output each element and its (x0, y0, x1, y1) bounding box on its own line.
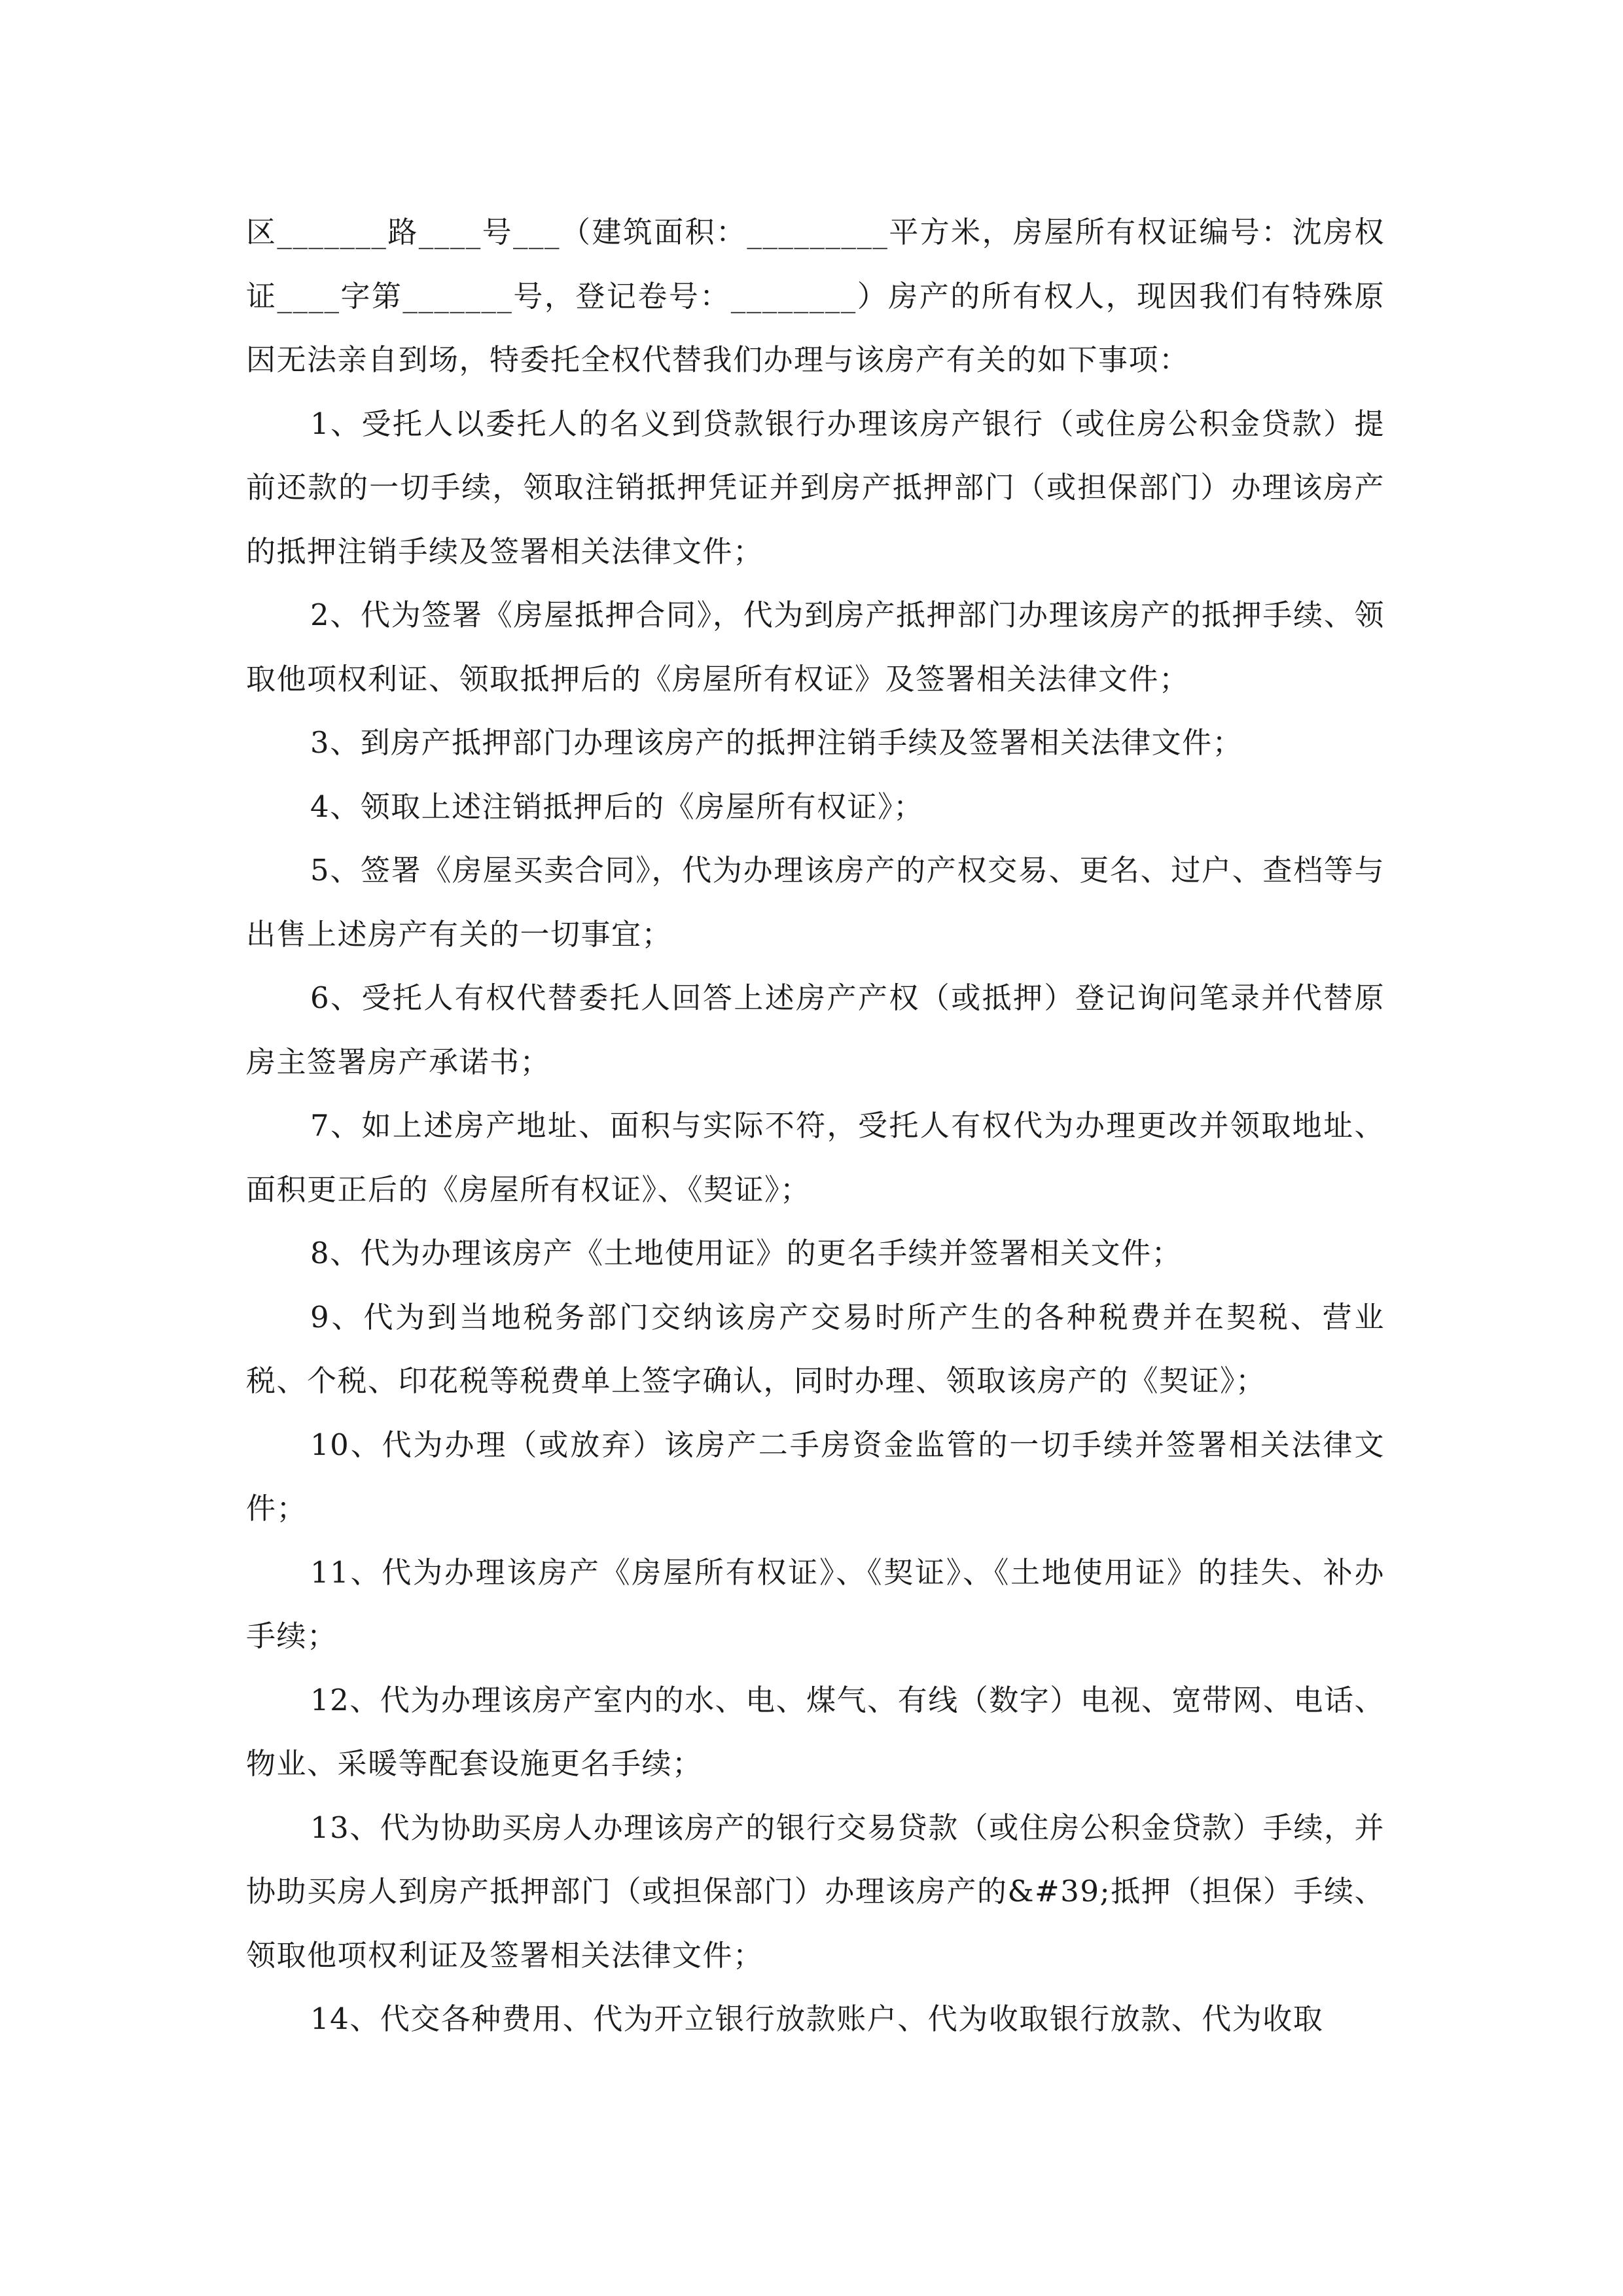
paragraph-item-4: 4、领取上述注销抵押后的《房屋所有权证》； (310, 789, 924, 824)
paragraph-item-11: 11、代为办理该房产《房屋所有权证》、《契证》、《土地使用证》的挂失、补办手续； (246, 1554, 1385, 1653)
paragraph-item-13: 13、代为协助买房人办理该房产的银行交易贷款（或住房公积金贷款）手续，并协助买房人到房产抵押部门（或担保部门）办理该房产的&#39;抵押（担保）手续、领取他项权利证及签署相关法律文件； (246, 1810, 1385, 1973)
paragraph-item-1: 1、受托人以委托人的名义到贷款银行办理该房产银行（或住房公积金贷款）提前还款的一切手续，领取注销抵押凭证并到房产抵押部门（或担保部门）办理该房产的抵押注销手续及签署相关法律文件； (246, 406, 1385, 569)
paragraph-item-10: 10、代为办理（或放弃）该房产二手房资金监管的一切手续并签署相关法律文件； (246, 1427, 1385, 1526)
paragraph-item-12: 12、代为办理该房产室内的水、电、煤气、有线（数字）电视、宽带网、电话、物业、采暖等配套设施更名手续； (246, 1682, 1385, 1781)
paragraph-item-8: 8、代为办理该房产《土地使用证》的更名手续并签署相关文件； (310, 1236, 1183, 1270)
paragraph-item-6: 6、受托人有权代替委托人回答上述房产产权（或抵押）登记询问笔录并代替原房主签署房产承诺书； (246, 980, 1385, 1079)
paragraph-item-14: 14、代交各种费用、代为开立银行放款账户、代为收取银行放款、代为收取 (310, 2001, 1324, 2036)
paragraph-item-9: 9、代为到当地税务部门交纳该房产交易时所产生的各种税费并在契税、营业税、个税、印花税等税费单上签字确认，同时办理、领取该房产的《契证》； (246, 1299, 1385, 1398)
paragraph-property-intro: 区_______路____号___（建筑面积：_________平方米，房屋所有权证编号：沈房权证____字第_______号，登记卷号：________）房产的所有权人，现因我们有特殊原因无法亲自到场，特委托全权代替我们办理与该房产有关的如下事项： (246, 215, 1385, 377)
paragraph-item-2: 2、代为签署《房屋抵押合同》，代为到房产抵押部门办理该房产的抵押手续、领取他项权利证、领取抵押后的《房屋所有权证》及签署相关法律文件； (246, 598, 1385, 696)
document-body (246, 200, 1385, 2051)
paragraph-item-3: 3、到房产抵押部门办理该房产的抵押注销手续及签署相关法律文件； (310, 725, 1243, 760)
paragraph-item-5: 5、签署《房屋买卖合同》，代为办理该房产的产权交易、更名、过户、查档等与出售上述房产有关的一切事宜； (246, 853, 1385, 952)
paragraph-item-7: 7、如上述房产地址、面积与实际不符，受托人有权代为办理更改并领取地址、面积更正后的《房屋所有权证》、《契证》； (246, 1108, 1385, 1207)
